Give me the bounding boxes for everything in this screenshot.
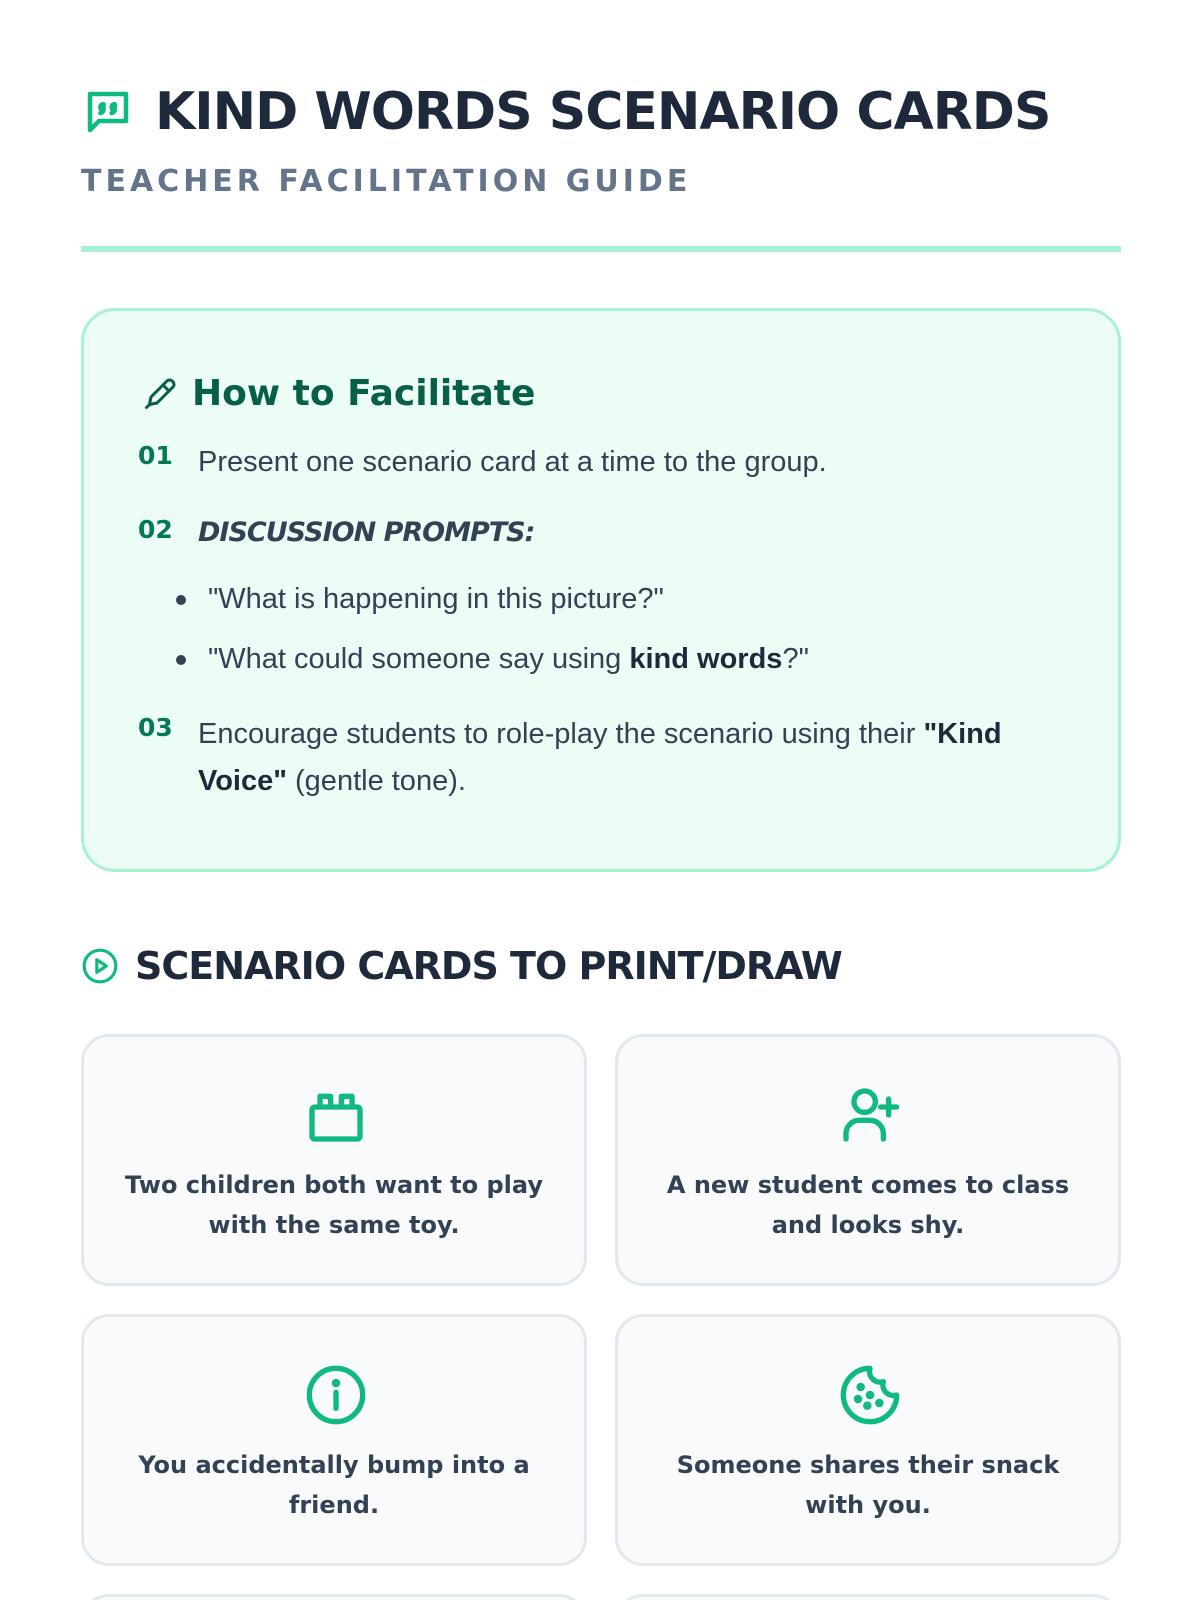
header-divider	[81, 246, 1121, 252]
scenario-card	[615, 1034, 1121, 1286]
discussion-prompts-label: DISCUSSION PROMPTS:	[198, 517, 535, 548]
info-icon	[304, 1363, 368, 1427]
step-text: Present one scenario card at a time to the group.	[198, 446, 827, 478]
scenario-card-partial	[615, 1594, 1121, 1600]
card-text: Someone shares their snack with you.	[676, 1451, 1060, 1519]
step-number: 01	[138, 441, 173, 470]
user-plus-icon	[838, 1083, 902, 1147]
step-number: 02	[138, 515, 173, 544]
prompt-text: "What is happening in this picture?"	[208, 583, 664, 615]
title-row	[81, 80, 1050, 144]
facilitation-panel	[81, 308, 1121, 872]
bullet-dot	[176, 655, 186, 665]
step-item	[138, 513, 534, 553]
prompt-item	[176, 643, 809, 676]
step-text: Encourage students to role-play the scenario using their "Kind Voice" (gentle tone).	[198, 718, 1002, 797]
card-text: Two children both want to play with the same toy.	[125, 1171, 543, 1239]
prompt-item	[176, 583, 664, 616]
facilitation-title: How to Facilitate	[192, 373, 536, 414]
step-item	[138, 439, 1058, 486]
section-title: SCENARIO CARDS TO PRINT/DRAW	[135, 944, 842, 988]
page-title: KIND WORDS SCENARIO CARDS	[155, 82, 1051, 142]
play-circle-icon	[81, 947, 119, 985]
card-text: A new student comes to class and looks shy.	[666, 1171, 1070, 1239]
toy-block-icon	[304, 1083, 368, 1147]
message-quote-icon	[81, 85, 135, 139]
scenario-card-partial	[81, 1594, 587, 1600]
cookie-icon	[838, 1363, 902, 1427]
prompt-text: "What could someone say using kind words?"	[208, 643, 809, 675]
bullet-dot	[176, 595, 186, 605]
card-text: You accidentally bump into a friend.	[138, 1451, 530, 1519]
scenario-card	[615, 1314, 1121, 1566]
facilitation-header	[142, 373, 535, 414]
step-item	[138, 711, 1058, 805]
step-number: 03	[138, 713, 173, 742]
pen-icon	[142, 376, 178, 412]
page-subtitle: TEACHER FACILITATION GUIDE	[81, 164, 692, 199]
section-header	[81, 944, 842, 988]
scenario-card	[81, 1034, 587, 1286]
scenario-card	[81, 1314, 587, 1566]
